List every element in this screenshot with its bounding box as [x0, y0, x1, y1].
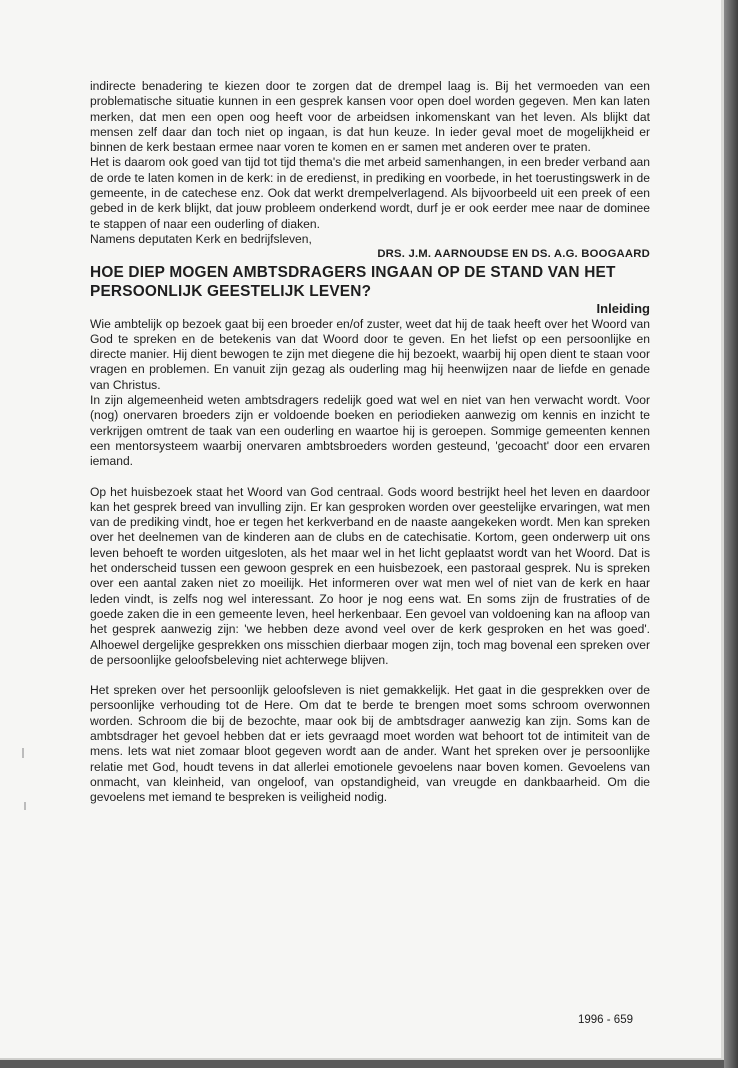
paragraph: Op het huisbezoek staat het Woord van God centraal. Gods woord bestrijkt heel het leven en daardoor kan het gesprek breed van invulling zijn. Er kan gesproken worden over geestelijke ervaringen, wat men van de prediking vindt, hoe er tegen het kerkverband en de naaste aangekeken wordt. Men kan spreken over het deelnemen van de kinderen aan de clubs en de catechisatie. Kortom, geen onderwerp uit ons leven behoeft te worden uitgesloten, als het maar wel in het licht geplaatst wordt van het Woord. Dat is het onderscheid tussen een gewoon gesprek en een huisbezoek, een pastoraal gesprek. Nu is spreken over een aantal zaken niet zo moeilijk. Het informeren over wat men wel of niet van de kerk en haar leden vindt, is zelfs nog wel interessant. Zo hoor je nog eens wat. En soms zijn de frustraties of de goede zaken die in een gemeente leven, heel herkenbaar. Een gevoel van voldoening kan na afloop van het gesprek aanwezig zijn: 'we hebben deze avond veel over de kerk gesproken en het was goed'. Alhoewel dergelijke gesprekken ons misschien dierbaar mogen zijn, toch mag bovenal een spreken over de persoonlijke geloofsbeleving niet achterwege blijven.: [90, 484, 650, 667]
article-body: [90, 79, 650, 805]
section-subheading: Inleiding: [596, 300, 650, 316]
signature-intro: Namens deputaten Kerk en bedrijfsleven,: [90, 231, 312, 246]
signature-names: DRS. J.M. AARNOUDSE EN DS. A.G. BOOGAARD: [377, 248, 650, 261]
paragraph: Het is daarom ook goed van tijd tot tijd thema's die met arbeid samenhangen, in een breder verband aan de orde te laten komen in de kerk: in de eredienst, in prediking en voorbede, in het toerustingswerk in de gemeente, in de catechese enz. Ook dat werkt drempelverlagend. Als bijvoorbeeld uit een preek of een gebed in de kerk blijkt, dat jouw probleem onderkend wordt, durf je er ook eerder mee naar de dominee te stappen of naar een ouderling of diaken.: [90, 155, 650, 231]
paragraph: Het spreken over het persoonlijk geloofsleven is niet gemakkelijk. Het gaat in die gesprekken over de persoonlijke verhouding tot de Here. Om dat te berde te brengen moet soms schroom overwonnen worden. Schroom die bij de bezochte, maar ook bij de ambtsdrager aanwezig kan zijn. Soms kan de ambtsdrager het gevoel hebben dat er iets gevraagd moet worden wat behoort tot de intimiteit van de mens. Iets wat niet zomaar bloot gegeven wordt aan de ander. Want het spreken over je persoonlijke relatie met God, houdt tevens in dat allerlei emotionele gevoelens naar boven komen. Gevoelens van onmacht, van kleinheid, van ongeloof, van opstandigheid, van vreugde en dankbaarheid. Om die gevoelens met iemand te bespreken is veiligheid nodig.: [90, 683, 650, 805]
paragraph: indirecte benadering te kiezen door te zorgen dat de drempel laag is. Bij het vermoeden van een problematische situatie kunnen in een gesprek kansen voor open doel worden gegeven. Men kan laten merken, dat men een open oog heeft voor de arbeidsen inkomenskant van het leven. Als blijkt dat mensen zelf daar dan toch niet op ingaan, is dat hun keuze. In ieder geval moet de mogelijkheid er binnen de kerk bestaan ermee naar voren te komen en er samen met anderen over te praten.: [90, 79, 650, 155]
paragraph-gap: [90, 668, 650, 683]
paragraph: In zijn algemeenheid weten ambtsdragers redelijk goed wat wel en niet van hen verwacht wordt. Voor (nog) onervaren broeders zijn er voldoende boeken en periodieken aanwezig om kennis en inzicht te verkrijgen omtrent de taak van een ouderling en waartoe hij is geroepen. Sommige gemeenten kennen een mentorsysteem waarbij onervaren ambtsbroeders worden gesteund, 'gecoacht' door een ervaren iemand.: [90, 393, 650, 469]
article-heading: HOE DIEP MOGEN AMBTSDRAGERS INGAAN OP DE STAND VAN HET PERSOONLIJK GEESTELIJK LEVEN?: [90, 263, 616, 300]
margin-mark: [22, 748, 24, 758]
paragraph-gap: [90, 470, 650, 485]
paragraph: Wie ambtelijk op bezoek gaat bij een broeder en/of zuster, weet dat hij de taak heeft over het Woord van God te spreken en de betekenis van dat Woord door te geven. En het liefst op een persoonlijke en directe manier. Hij dient bewogen te zijn met diegene die hij bezoekt, waarbij hij open dient te staan voor vragen en problemen. En vanuit zijn gezag als ouderling mag hij heenwijzen naar de liefde en genade van Christus.: [90, 316, 650, 392]
page-number: 1996 - 659: [578, 1014, 633, 1026]
scan-edge-shadow: [724, 0, 738, 1068]
margin-mark: [24, 802, 26, 810]
